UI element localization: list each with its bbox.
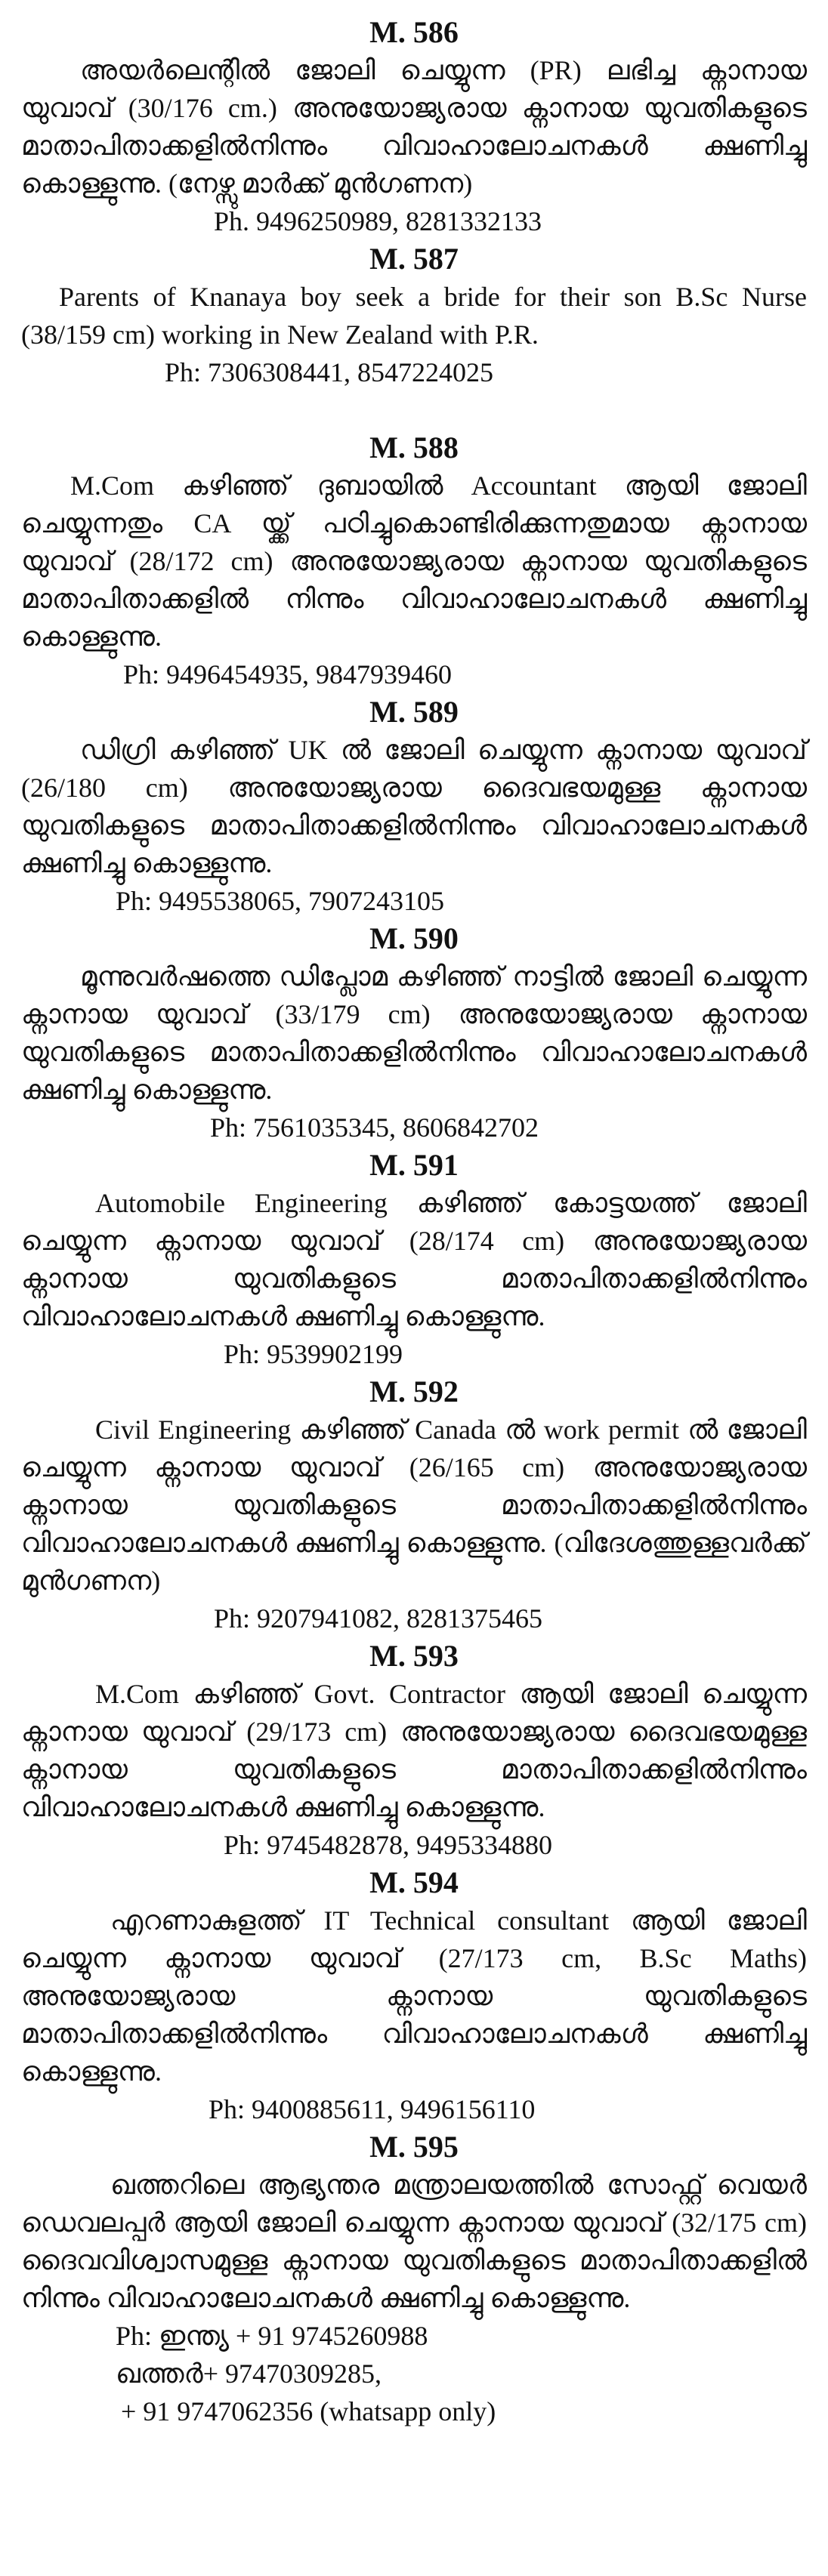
- listing-m594: [21, 1864, 807, 2128]
- listing-m593: [21, 1637, 807, 1864]
- listing-code: M. 592: [369, 1374, 459, 1408]
- listing-code: M. 595: [369, 2130, 459, 2164]
- listing-m586: [21, 14, 807, 240]
- listing-code: M. 587: [369, 242, 459, 276]
- listing-code: M. 591: [369, 1148, 459, 1182]
- spacer: [21, 391, 807, 429]
- listing-phone-qatar: ഖത്തർ+ 97470309285,: [116, 2359, 382, 2389]
- listing-m591: [21, 1146, 807, 1373]
- listing-phone: Ph: 7306308441, 8547224025: [165, 357, 494, 387]
- listing-phone: Ph: 9207941082, 8281375465: [214, 1603, 543, 1634]
- listing-code: M. 589: [369, 695, 459, 729]
- listing-phone: Ph: 9745482878, 9495334880: [224, 1830, 553, 1860]
- listing-m592: [21, 1373, 807, 1637]
- listing-phone: Ph: 9400885611, 9496156110: [209, 2094, 536, 2124]
- listing-text: അയർലെന്റിൽ ജോലി ചെയ്യുന്ന (PR) ലഭിച്ച ക്നാനായ യുവാവ് (30/176 cm.) അനുയോജ്യരായ ക്നാനായ യുവതികളുടെ മാതാപിതാക്കളിൽനിന്നും വിവാഹാലോചനകൾ ക്ഷണിച്ചു കൊള്ളുന്നു. (നേഴ്സു മാർക്ക് മുൻഗണന): [21, 55, 807, 199]
- listing-phone: Ph. 9496250989, 8281332133: [214, 206, 542, 236]
- listing-code: M. 594: [369, 1865, 459, 1899]
- listing-text: Civil Engineering കഴിഞ്ഞ് Canada ൽ work permit ൽ ജോലി ചെയ്യുന്ന ക്നാനായ യുവാവ് (26/165 cm) അനുയോജ്യരായ ക്നാനായ യുവതികളുടെ മാതാപിതാക്കളിൽനിന്നും വിവാഹാലോചനകൾ ക്ഷണിച്ചു കൊള്ളുന്നു. (വിദേശത്തുള്ളവർക്ക് മുൻഗണന): [21, 1414, 807, 1596]
- listing-text: എറണാകുളത്ത് IT Technical consultant ആയി ജോലി ചെയ്യുന്ന ക്നാനായ യുവാവ് (27/173 cm, B.Sc Maths) അനുയോജ്യരായ ക്നാനായ യുവതികളുടെ മാതാപിതാക്കളിൽനിന്നും വിവാഹാലോചനകൾ ക്ഷണിച്ചു കൊള്ളുന്നു.: [21, 1905, 807, 2087]
- listing-text: ഡിഗ്രി കഴിഞ്ഞ് UK ൽ ജോലി ചെയ്യുന്ന ക്നാനായ യുവാവ് (26/180 cm) അനുയോജ്യരായ ദൈവഭയമുള്ള ക്നാനായ യുവതികളുടെ മാതാപിതാക്കളിൽനിന്നും വിവാഹാലോചനകൾ ക്ഷണിച്ചു കൊള്ളുന്നു.: [21, 735, 807, 878]
- listing-phone: Ph: 9496454935, 9847939460: [123, 659, 453, 690]
- listing-phone: Ph: 7561035345, 8606842702: [210, 1112, 539, 1143]
- listing-text: ഖത്തറിലെ ആഭ്യന്തര മന്ത്രാലയത്തിൽ സോഫ്റ്റ് വെയർ ഡെവലപ്പർ ആയി ജോലി ചെയ്യുന്ന ക്നാനായ യുവാവ് (32/175 cm) ദൈവവിശ്വാസമുള്ള ക്നാനായ യുവതികളുടെ മാതാപിതാക്കളിൽ നിന്നും വിവാഹാലോചനകൾ ക്ഷണിച്ചു കൊള്ളുന്നു.: [21, 2170, 807, 2313]
- listing-code: M. 593: [369, 1639, 459, 1673]
- listing-text: Parents of Knanaya boy seek a bride for their son B.Sc Nurse (38/159 cm) working in New Zealand with P.R.: [21, 282, 807, 350]
- listing-m588: [21, 429, 807, 693]
- listing-m589: [21, 693, 807, 920]
- listing-text: Automobile Engineering കഴിഞ്ഞ് കോട്ടയത്ത് ജോലി ചെയ്യുന്ന ക്നാനായ യുവാവ് (28/174 cm) അനുയോജ്യരായ ക്നാനായ യുവതികളുടെ മാതാപിതാക്കളിൽനിന്നും വിവാഹാലോചനകൾ ക്ഷണിച്ചു കൊള്ളുന്നു.: [21, 1188, 807, 1331]
- listing-m590: [21, 920, 807, 1146]
- listing-text: M.Com കഴിഞ്ഞ് Govt. Contractor ആയി ജോലി ചെയ്യുന്ന ക്നാനായ യുവാവ് (29/173 cm) അനുയോജ്യരായ ദൈവഭയമുള്ള ക്നാനായ യുവതികളുടെ മാതാപിതാക്കളിൽനിന്നും വിവാഹാലോചനകൾ ക്ഷണിച്ചു കൊള്ളുന്നു.: [21, 1679, 807, 1822]
- listing-phone: Ph: 9539902199: [224, 1339, 403, 1369]
- listing-m587: [21, 240, 807, 391]
- listing-phone-india: Ph: ഇന്ത്യ + 91 9745260988: [116, 2321, 428, 2351]
- listing-m595: [21, 2128, 807, 2430]
- listing-text: M.Com കഴിഞ്ഞ് ദുബായിൽ Accountant ആയി ജോലി ചെയ്യുന്നതും CA യ്ക്ക് പഠിച്ചുകൊണ്ടിരിക്കുന്നതുമായ ക്നാനായ യുവാവ് (28/172 cm) അനുയോജ്യരായ ക്നാനായ യുവതികളുടെ മാതാപിതാക്കളിൽ നിന്നും വിവാഹാലോചനകൾ ക്ഷണിച്ചു കൊള്ളുന്നു.: [21, 470, 807, 652]
- listing-code: M. 588: [369, 430, 459, 464]
- listing-code: M. 586: [369, 15, 459, 49]
- listing-phone: Ph: 9495538065, 7907243105: [116, 886, 445, 916]
- listing-phone-whatsapp: + 91 9747062356 (whatsapp only): [121, 2396, 496, 2426]
- listing-text: മൂന്നുവർഷത്തെ ഡിപ്ലോമ കഴിഞ്ഞ് നാട്ടിൽ ജോലി ചെയ്യുന്ന ക്നാനായ യുവാവ് (33/179 cm) അനുയോജ്യരായ ക്നാനായ യുവതികളുടെ മാതാപിതാക്കളിൽനിന്നും വിവാഹാലോചനകൾ ക്ഷണിച്ചു കൊള്ളുന്നു.: [21, 961, 807, 1105]
- listing-code: M. 590: [369, 921, 459, 955]
